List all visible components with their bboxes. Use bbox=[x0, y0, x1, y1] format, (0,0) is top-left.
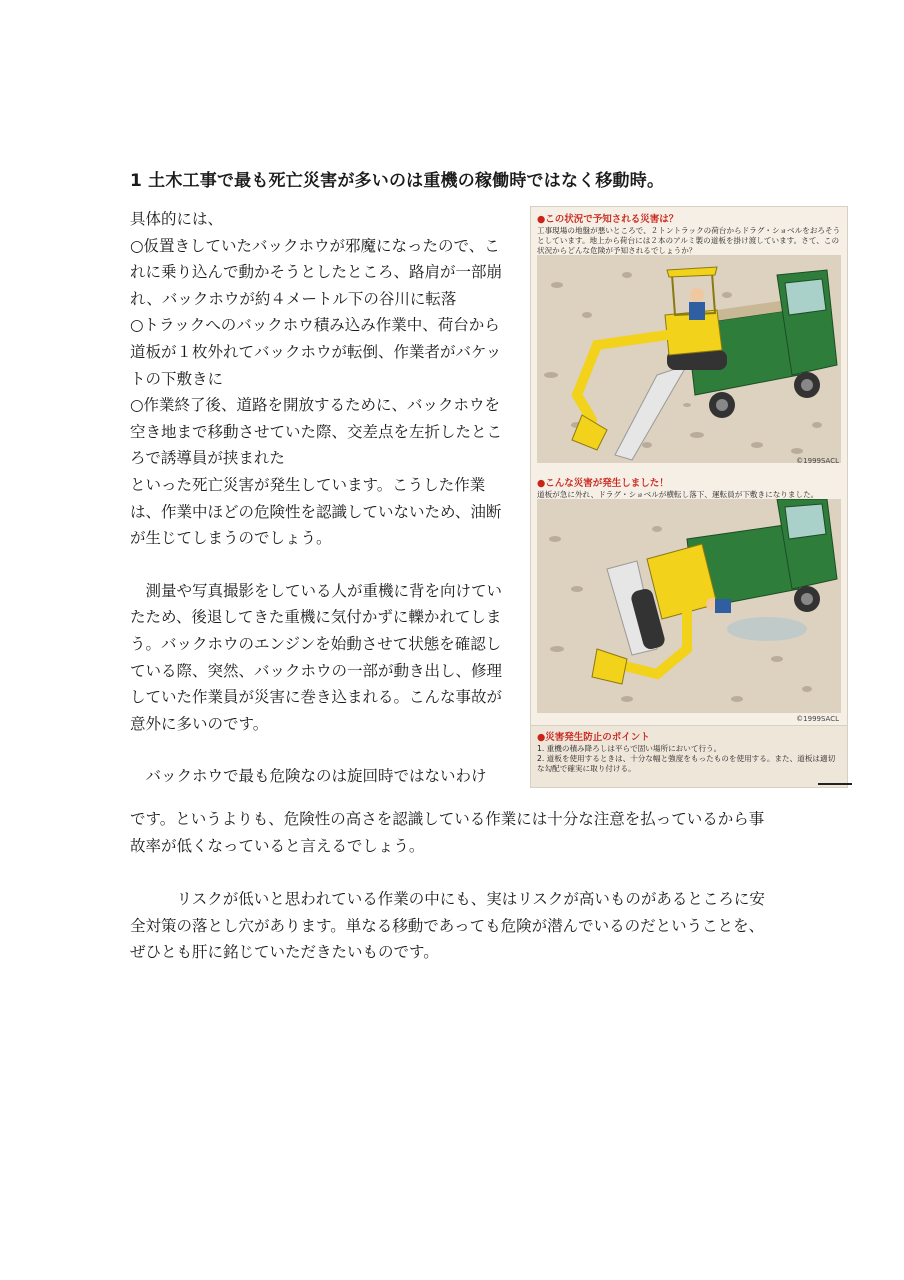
truck-illustration bbox=[537, 255, 841, 463]
panel2-body: 道板が急に外れ、ドラグ・ショベルが横転し落下、運転員が下敷きになりました。 bbox=[537, 490, 819, 499]
figure-edge-mark bbox=[818, 783, 852, 785]
case-item-1: ○仮置きしていたバックホウが邪魔になったので、これに乗り込んで動かそうとしたところ、路肩が一部崩れ、バックホウが約４メートル下の谷川に転落 bbox=[130, 236, 503, 308]
case-item-3: ○作業終了後、道路を開放するために、バックホウを空き地まで移動させていた際、交差点を左折したところで誘導員が挟まれた bbox=[130, 396, 503, 468]
panel1-copyright: ©1999SACL bbox=[796, 457, 839, 465]
paragraph-3-continued-block bbox=[130, 806, 778, 859]
panel1-title: ●この状況で予知される災害は？ bbox=[537, 214, 679, 225]
paragraph-4: リスクが低いと思われている作業の中にも、実はリスクが高いものがあるところに安全対策の落とし穴があります。単なる移動であっても危険が潜んでいるのだということを、ぜひとも肝に銘じていただきたいものです。 bbox=[130, 890, 765, 962]
panel1-body: 工事現場の地盤が悪いところで、２トントラックの荷台からドラグ・ショベルをおろそうとしています。地上から荷台には２本のアルミ製の道板を掛け渡しています。さて、この状況からどんな危険が予知されるでしょうか？ bbox=[537, 226, 841, 255]
panel2-title: ●こんな災害が発生しました！ bbox=[537, 478, 669, 489]
summary-line: といった死亡災害が発生しています。こうした作業は、作業中ほどの危険性を認識していないため、油断が生じてしまうのでしょう。 bbox=[130, 475, 502, 548]
tips-list bbox=[537, 744, 841, 774]
safety-illustration-figure bbox=[530, 206, 848, 788]
tip-item: 1. 重機の積み降ろしは平らで固い場所において行う。 bbox=[537, 744, 722, 753]
paragraph-3-start: バックホウで最も危険なのは旋回時ではないわけ bbox=[145, 767, 487, 786]
paragraph-4-block bbox=[130, 886, 778, 966]
case-item-2: ○トラックへのバックホウ積み込み作業中、荷台から道板が１枚外れてバックホウが転倒、作業者がバケットの下敷きに bbox=[130, 316, 502, 388]
tips-title: ●災害発生防止のポイント bbox=[537, 732, 650, 743]
panel2-copyright: ©1999SACL bbox=[796, 715, 839, 723]
intro-line: 具体的には、 bbox=[130, 210, 224, 228]
section-heading: 1 土木工事で最も死亡災害が多いのは重機の稼働時ではなく移動時。 bbox=[130, 171, 665, 191]
accident-illustration bbox=[537, 499, 841, 713]
left-text-column bbox=[130, 206, 512, 790]
panel-hazard-prediction bbox=[531, 207, 847, 469]
paragraph-2: 測量や写真撮影をしている人が重機に背を向けていたため、後退してきた重機に気付かずに轢かれてしまう。バックホウのエンジンを始動させて状態を確認している際、突然、バックホウの一部が動き出し、修理していた作業員が災害に巻き込まれる。こんな事故が意外に多いのです。 bbox=[130, 581, 503, 733]
panel-accident-occurred bbox=[531, 471, 847, 725]
paragraph-3-rest: です。というよりも、危険性の高さを認識している作業には十分な注意を払っているから事故率が低くなっていると言えるでしょう。 bbox=[130, 810, 765, 855]
tip-item: 2. 道板を使用するときは、十分な幅と強度をもったものを使用する。また、道板は適切な勾配で確実に取り付ける。 bbox=[537, 754, 836, 773]
prevention-points-box bbox=[531, 725, 847, 788]
